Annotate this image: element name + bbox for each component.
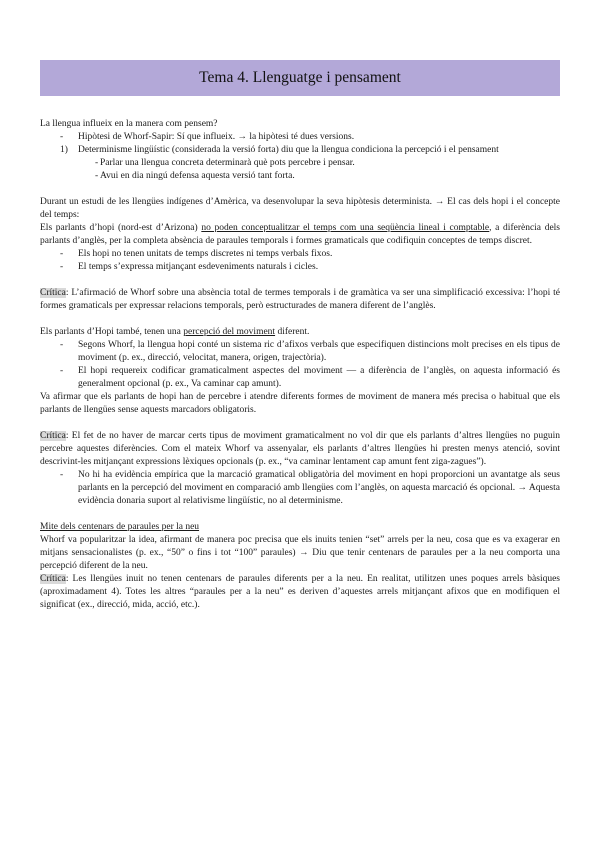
bullet-text: El temps s’expressa mitjançant esdeveniments naturals i cicles.: [78, 262, 319, 272]
intro-question: La llengua influeix en la manera com pensem?: [40, 119, 218, 129]
document-body: [40, 118, 560, 612]
paragraph: [40, 222, 560, 248]
title-banner: [40, 60, 560, 96]
paragraph: Whorf va popularitzar la idea, afirmant de manera poc precisa que els inuits tenien “set” arrels per la neu, cosa que es va exagerar en mitjans sensacionalistes (p. ex., “50” o fins i tot “100” paraules) → Diu que tenir centenars de paraules per a la neu comporta una percepció diferent de la neu.: [40, 535, 560, 571]
bullet-dash: -: [95, 158, 99, 168]
underlined-text: no poden conceptualitzar el temps com una seqüència lineal i comptable: [201, 223, 490, 233]
list-item: [40, 131, 560, 144]
paragraph: [40, 573, 560, 612]
list-item: [40, 157, 560, 170]
bullet-dash: -: [60, 470, 64, 480]
highlight-label: Crítica: [40, 288, 66, 298]
bullet-text: Segons Whorf, la llengua hopi conté un sistema ric d’afixos verbals que especifiquen distincions molt precises en els tipus de moviment (p. ex., direcció, velocitat, manera, origen, trajectòria).: [78, 340, 560, 363]
paragraph: [40, 287, 560, 313]
paragraph: [40, 326, 560, 339]
spacer: [40, 274, 560, 287]
bullet-text: Els hopi no tenen unitats de temps discretes ni temps verbals fixos.: [78, 249, 333, 259]
spacer: [40, 313, 560, 326]
bullet-text: No hi ha evidència empírica que la marcació gramatical obligatòria del moviment en hopi proporcioni un avantatge als seus parlants en la percepció del moviment en comparació amb llengües com l’anglès, on aquesta marcació és opcional. → Aquesta evidència donaria suport al relativisme lingüístic, no al determinisme.: [78, 470, 560, 506]
text-run: Els parlants d’hopi (nord-est d’Arizona): [40, 223, 202, 233]
list-item: [40, 365, 560, 391]
bullet-text: Avui en dia ningú defensa aquesta versió tant forta.: [100, 171, 295, 181]
bullet-dash: -: [60, 132, 64, 142]
text-run: Els parlants d’Hopi també, tenen una: [40, 327, 184, 337]
bullet-text: Parlar una llengua concreta determinarà què pots percebre i pensar.: [100, 158, 355, 168]
underlined-text: percepció del moviment: [183, 327, 276, 337]
spacer: [40, 417, 560, 430]
paragraph: Durant un estudi de les llengües indígenes d’Amèrica, va desenvolupar la seva hipòtesis determinista. → El cas dels hopi i el concepte del temps:: [40, 197, 560, 220]
list-item: [40, 261, 560, 274]
list-item: [40, 248, 560, 261]
text-run: : El fet de no haver de marcar certs tipus de moviment gramaticalment no vol dir que els parlants d’altres llengües no puguin percebre aquestes diferències. Com el mateix Whorf va assenyalar, els parlants d’altres llengües hi presten menys atenció, sovint descrivint-les mitjançant expressions lèxiques opcionals (p. ex., “va caminar lentament cap amunt fent ziga-zagues”).: [40, 431, 560, 467]
text-run: , a diferència dels parlants d’anglès, per la completa absència de paraules temporals i formes gramaticals que codifiquin conceptes de temps discret.: [40, 223, 560, 246]
text-run: diferent.: [275, 327, 310, 337]
page-title: Tema 4. Llenguatge i pensament: [199, 69, 401, 86]
text-run: : Les llengües inuit no tenen centenars de paraules diferents per a la neu. En realitat, utilitzen unes poques arrels bàsiques (aproximadament 4). Totes les altres “paraules per a la neu” es deriven d’aquestes arrels mitjançant afixos que en modifiquen el significat (ex., direcció, mida, acció, etc.).: [40, 574, 560, 610]
bullet-dash: -: [60, 340, 64, 350]
list-number: 1): [60, 145, 68, 155]
list-text: Determinisme lingüístic (considerada la versió forta) diu que la llengua condiciona la percepció i el pensament: [78, 145, 499, 155]
bullet-dash: -: [95, 171, 99, 181]
highlight-label: Crítica: [40, 574, 66, 584]
list-item: [40, 469, 560, 508]
bullet-dash: -: [60, 366, 64, 376]
list-item: [40, 339, 560, 365]
spacer: [40, 183, 560, 196]
bullet-text: El hopi requereix codificar gramaticalment aspectes del moviment — a diferència de l’anglès, on aquesta informació és generalment opcional (p. ex., Va caminar cap amunt).: [78, 366, 560, 389]
highlight-label: Crítica: [40, 431, 66, 441]
bullet-dash: -: [60, 262, 64, 272]
text-run: : L’afirmació de Whorf sobre una absència total de termes temporals i de gramàtica va ser una simplificació excessiva: l’hopi té formes gramaticals per expressar relacions temporals, però estructurades de manera diferent de l’anglès.: [40, 288, 560, 311]
paragraph: [40, 430, 560, 469]
bullet-dash: -: [60, 249, 64, 259]
paragraph: Va afirmar que els parlants de hopi han de percebre i atendre diferents formes de moviment de manera més precisa o habitual que els parlants de llengües sense aquests marcadors obligatoris.: [40, 392, 560, 415]
spacer: [40, 508, 560, 521]
bullet-text: Hipòtesi de Whorf-Sapir: Sí que influeix. → la hipòtesi té dues versions.: [78, 132, 355, 142]
section-heading: Mite dels centenars de paraules per la neu: [40, 522, 200, 532]
list-item: [40, 144, 560, 157]
list-item: [40, 170, 560, 183]
